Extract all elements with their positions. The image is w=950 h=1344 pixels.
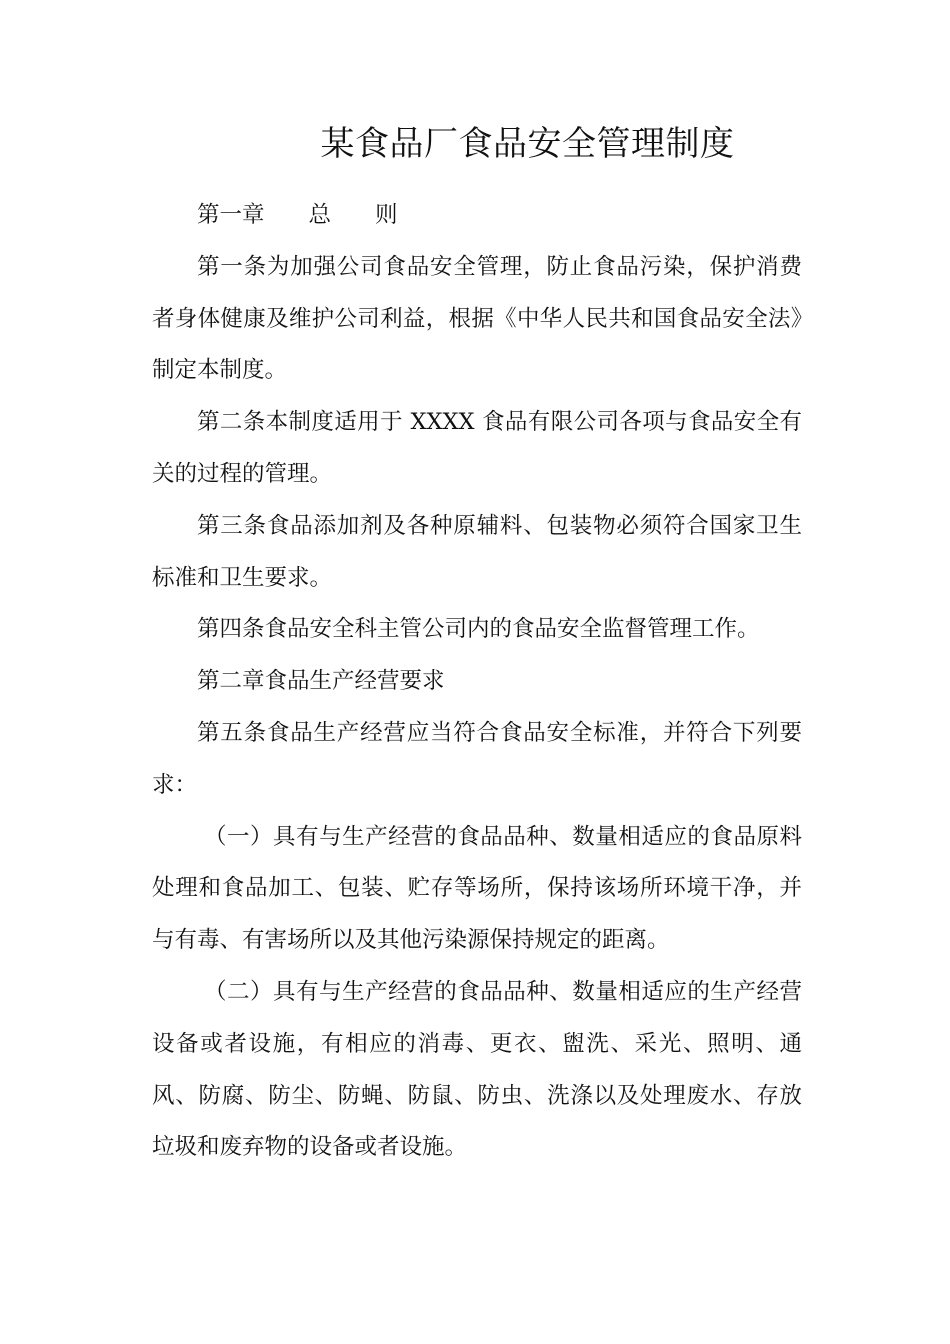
chapter-heading-2: 第二章食品生产经营要求: [197, 668, 445, 695]
chapter-heading-1: [152, 190, 802, 242]
chapter-title-char-1: 总: [308, 202, 332, 228]
chapter-title-char-2: 则: [375, 202, 398, 228]
document-title: 某食品厂食品安全管理制度: [320, 124, 735, 164]
chapter-number: 第一章: [197, 202, 265, 228]
article-4: 第四条食品安全科主管公司内的食品安全监督管理工作。: [197, 616, 760, 643]
article-5-item-2: （二）具有与生产经营的食品品种、数量相适应的生产经营设备或者设施，有相应的消毒、更衣、盥洗、采光、照明、通风、防腐、防尘、防蝇、防鼠、防虫、洗涤以及处理废水、存放垃圾和废弃物的设备或者设施。: [152, 978, 802, 1161]
document-body: [152, 190, 802, 1174]
article-2: 第二条本制度适用于 XXXX 食品有限公司各项与食品安全有关的过程的管理。: [152, 409, 802, 487]
article-1: 第一条为加强公司食品安全管理，防止食品污染，保护消费者身体健康及维护公司利益，根据《中华人民共和国食品安全法》制定本制度。: [152, 253, 802, 384]
article-5-item-1: （一）具有与生产经营的食品品种、数量相适应的食品原料处理和食品加工、包装、贮存等场所，保持该场所环境干净，并与有毒、有害场所以及其他污染源保持规定的距离。: [152, 823, 802, 954]
article-3: 第三条食品添加剂及各种原辅料、包装物必须符合国家卫生标准和卫生要求。: [152, 512, 802, 591]
article-5: 第五条食品生产经营应当符合食品安全标准，并符合下列要求：: [152, 719, 802, 798]
